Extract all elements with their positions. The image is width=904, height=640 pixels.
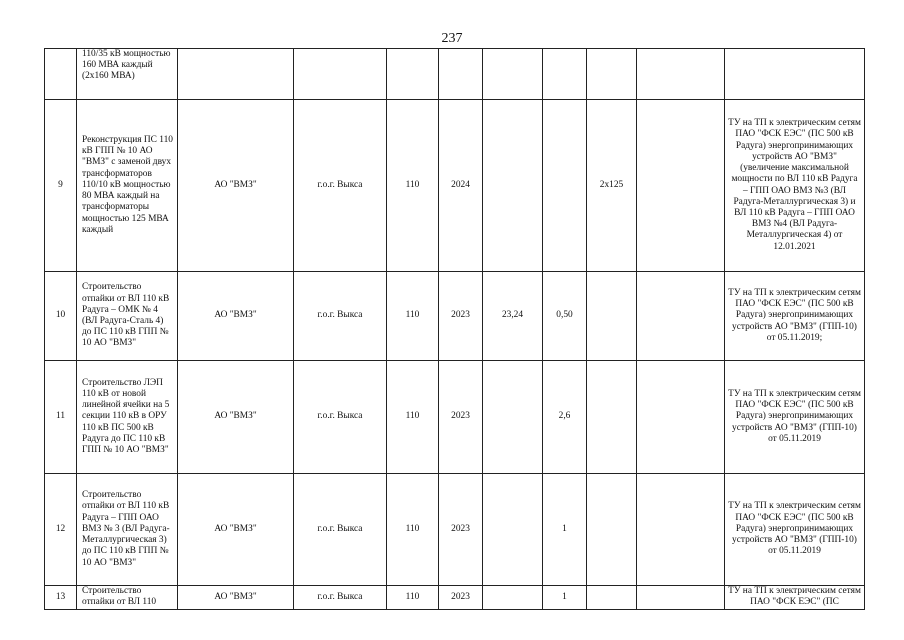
transformer-capacity-cell: 2х125 [587, 100, 637, 272]
table-row [45, 272, 865, 361]
year-cell: 2023 [439, 586, 483, 610]
year-cell: 2023 [439, 474, 483, 586]
line-length-2-cell: 1 [543, 586, 587, 610]
empty-cell [637, 474, 725, 586]
voltage-cell: 110 [387, 361, 439, 474]
location-cell: г.о.г. Выкса [294, 100, 387, 272]
line-length-cell [483, 361, 543, 474]
line-length-cell [483, 49, 543, 100]
project-description: Строительство ЛЭП 110 кВ от новой линейной ячейки на 5 секции 110 кВ в ОРУ 110 кВ ПС 500 кВ Радуга до ПС 110 кВ ГПП № 10 АО "ВМЗ" [77, 361, 178, 474]
line-length-2-cell [543, 49, 587, 100]
basis-note: ТУ на ТП к электрическим сетям ПАО "ФСК ЕЭС" (ПС [725, 586, 865, 610]
table-row [45, 100, 865, 272]
organization-cell: АО "ВМЗ" [178, 272, 294, 361]
basis-note [725, 49, 865, 100]
location-cell: г.о.г. Выкса [294, 361, 387, 474]
line-length-cell: 23,24 [483, 272, 543, 361]
table-row [45, 586, 865, 610]
empty-cell [637, 586, 725, 610]
location-cell: г.о.г. Выкса [294, 586, 387, 610]
organization-cell: АО "ВМЗ" [178, 361, 294, 474]
voltage-cell: 110 [387, 100, 439, 272]
row-number: 11 [45, 361, 77, 474]
voltage-cell: 110 [387, 474, 439, 586]
line-length-2-cell: 0,50 [543, 272, 587, 361]
year-cell [439, 49, 483, 100]
year-cell: 2023 [439, 361, 483, 474]
line-length-cell [483, 100, 543, 272]
organization-cell: АО "ВМЗ" [178, 474, 294, 586]
project-description: Строительство отпайки от ВЛ 110 [77, 586, 178, 610]
row-number: 10 [45, 272, 77, 361]
empty-cell [637, 272, 725, 361]
row-number [45, 49, 77, 100]
investment-projects-table [44, 48, 865, 610]
voltage-cell [387, 49, 439, 100]
transformer-capacity-cell [587, 361, 637, 474]
line-length-2-cell [543, 100, 587, 272]
table-row [45, 49, 865, 100]
transformer-capacity-cell [587, 586, 637, 610]
basis-note: ТУ на ТП к электрическим сетям ПАО "ФСК ЕЭС" (ПС 500 кВ Радуга) энергопринимающих устройств АО "ВМЗ" (увеличение максимальной мощности по ВЛ 110 кВ Радуга – ГПП ОАО ВМЗ №3 (ВЛ Радуга-Металлургическая 3) и ВЛ 110 кВ Радуга – ГПП ОАО ВМЗ №4 (ВЛ Радуга-Металлургическая 4) от 12.01.2021 [725, 100, 865, 272]
empty-cell [637, 361, 725, 474]
line-length-cell [483, 474, 543, 586]
line-length-2-cell: 2,6 [543, 361, 587, 474]
row-number: 9 [45, 100, 77, 272]
empty-cell [637, 100, 725, 272]
organization-cell: АО "ВМЗ" [178, 586, 294, 610]
table-row [45, 474, 865, 586]
transformer-capacity-cell [587, 272, 637, 361]
project-description: 110/35 кВ мощностью 160 МВА каждый (2х160 МВА) [77, 49, 178, 100]
table-row [45, 361, 865, 474]
voltage-cell: 110 [387, 586, 439, 610]
basis-note: ТУ на ТП к электрическим сетям ПАО "ФСК ЕЭС" (ПС 500 кВ Радуга) энергопринимающих устройств АО "ВМЗ" (ГПП-10) от 05.11.2019; [725, 272, 865, 361]
year-cell: 2023 [439, 272, 483, 361]
row-number: 13 [45, 586, 77, 610]
row-number: 12 [45, 474, 77, 586]
line-length-cell [483, 586, 543, 610]
transformer-capacity-cell [587, 49, 637, 100]
organization-cell: АО "ВМЗ" [178, 100, 294, 272]
basis-note: ТУ на ТП к электрическим сетям ПАО "ФСК ЕЭС" (ПС 500 кВ Радуга) энергопринимающих устройств АО "ВМЗ" (ГПП-10) от 05.11.2019 [725, 361, 865, 474]
project-description: Строительство отпайки от ВЛ 110 кВ Радуга – ГПП ОАО ВМЗ № 3 (ВЛ Радуга-Металлургическая 3) до ПС 110 кВ ГПП № 10 АО "ВМЗ" [77, 474, 178, 586]
page-number: 237 [441, 31, 463, 46]
project-description: Реконструкция ПС 110 кВ ГПП № 10 АО "ВМЗ" с заменой двух трансформаторов 110/10 кВ мощностью 80 МВА каждый на трансформаторы мощностью 125 МВА каждый [77, 100, 178, 272]
line-length-2-cell: 1 [543, 474, 587, 586]
location-cell: г.о.г. Выкса [294, 272, 387, 361]
voltage-cell: 110 [387, 272, 439, 361]
location-cell: г.о.г. Выкса [294, 474, 387, 586]
empty-cell [637, 49, 725, 100]
project-description: Строительство отпайки от ВЛ 110 кВ Радуга – ОМК № 4 (ВЛ Радуга-Сталь 4) до ПС 110 кВ ГПП № 10 АО "ВМЗ" [77, 272, 178, 361]
transformer-capacity-cell [587, 474, 637, 586]
organization-cell [178, 49, 294, 100]
year-cell: 2024 [439, 100, 483, 272]
location-cell [294, 49, 387, 100]
basis-note: ТУ на ТП к электрическим сетям ПАО "ФСК ЕЭС" (ПС 500 кВ Радуга) энергопринимающих устройств АО "ВМЗ" (ГПП-10) от 05.11.2019 [725, 474, 865, 586]
